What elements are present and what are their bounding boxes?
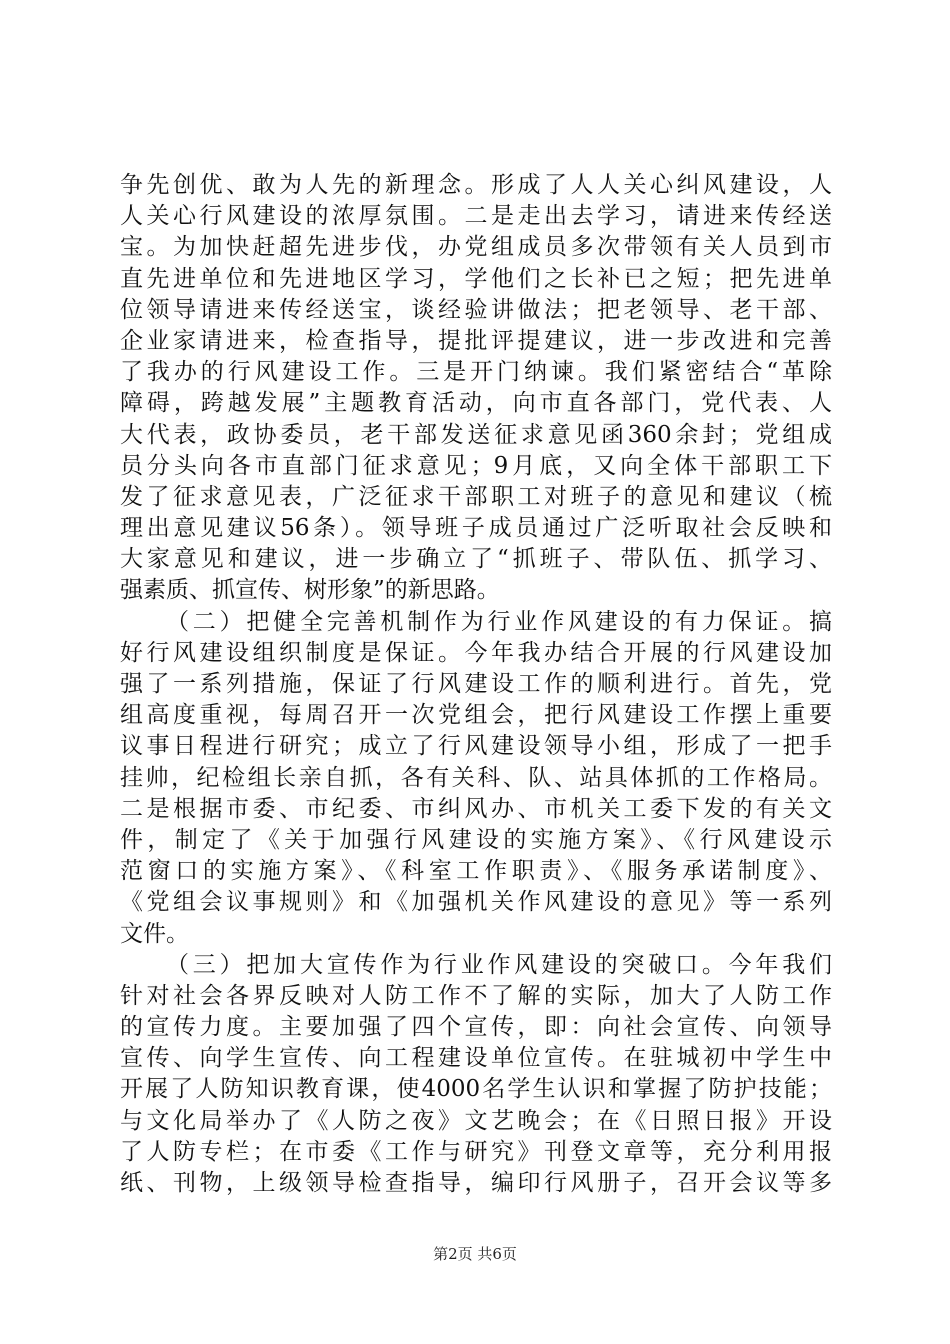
text-line: 强素质、抓宣传、树形象”的新思路。	[120, 577, 500, 604]
text-line: 《党组会议事规则》和《加强机关作风建设的意见》等一系列	[120, 889, 832, 916]
text-line: 二是根据市委、市纪委、市纠风办、市机关工委下发的有关文	[120, 795, 832, 822]
page-footer	[0, 1243, 950, 1264]
text-line: 件，制定了《关于加强行风建设的实施方案》、《行风建设示	[120, 826, 832, 853]
text-line: 发了征求意见表，广泛征求干部职工对班子的意见和建议（梳	[120, 483, 832, 510]
text-line: 开展了人防知识教育课，使4000名学生认识和掌握了防护技能；	[120, 1076, 832, 1103]
text-line: 争先创优、敢为人先的新理念。形成了人人关心纠风建设，人	[120, 172, 832, 198]
text-line: 与文化局举办了《人防之夜》文艺晚会；在《日照日报》开设	[120, 1107, 832, 1134]
text-line: 好行风建设组织制度是保证。今年我办结合开展的行风建设加	[120, 639, 832, 666]
text-line: 员分头向各市直部门征求意见；9月底，又向全体干部职工下	[120, 452, 832, 479]
text-line: 组高度重视，每周召开一次党组会，把行风建设工作摆上重要	[120, 702, 832, 729]
text-line: 针对社会各界反映对人防工作不了解的实际，加大了人防工作	[120, 982, 832, 1009]
text-line: 企业家请进来，检查指导，提批评提建议，进一步改进和完善	[120, 327, 832, 354]
text-line: 障碍，跨越发展”主题教育活动，向市直各部门，党代表、人	[120, 390, 832, 417]
page-indicator: 第2页 共6页	[433, 1245, 517, 1263]
body-text	[120, 170, 832, 1199]
text-line: 宣传、向学生宣传、向工程建设单位宣传。在驻城初中学生中	[120, 1045, 832, 1072]
text-line: （三）把加大宣传作为行业作风建设的突破口。今年我们	[166, 951, 832, 978]
text-line: 了我办的行风建设工作。三是开门纳谏。我们紧密结合“革除	[120, 359, 832, 386]
text-line: 大家意见和建议，进一步确立了“抓班子、带队伍、抓学习、	[120, 546, 832, 573]
text-line: 范窗口的实施方案》、《科室工作职责》、《服务承诺制度》、	[120, 858, 832, 885]
text-line: 位领导请进来传经送宝，谈经验讲做法；把老领导、老干部、	[120, 296, 832, 323]
text-line: 人关心行风建设的浓厚氛围。二是走出去学习，请进来传经送	[120, 203, 832, 230]
text-line: 了人防专栏；在市委《工作与研究》刊登文章等，充分利用报	[120, 1138, 832, 1165]
text-line: 的宣传力度。主要加强了四个宣传，即：向社会宣传、向领导	[120, 1014, 832, 1041]
text-line: 议事日程进行研究；成立了行风建设领导小组，形成了一把手	[120, 733, 832, 760]
text-line: 挂帅，纪检组长亲自抓，各有关科、队、站具体抓的工作格局。	[120, 764, 832, 791]
text-line: 纸、刊物，上级领导检查指导，编印行风册子，召开会议等多	[120, 1170, 832, 1196]
text-line: （二）把健全完善机制作为行业作风建设的有力保证。搞	[166, 608, 832, 635]
text-line: 宝。为加快赶超先进步伐，办党组成员多次带领有关人员到市	[120, 234, 832, 261]
text-line: 文件。	[120, 920, 189, 947]
text-line: 强了一系列措施，保证了行风建设工作的顺利进行。首先，党	[120, 671, 832, 697]
text-line: 理出意见建议56条）。领导班子成员通过广泛听取社会反映和	[120, 515, 832, 542]
text-line: 直先进单位和先进地区学习，学他们之长补已之短；把先进单	[120, 265, 832, 292]
text-line: 大代表，政协委员，老干部发送征求意见函360余封；党组成	[120, 421, 832, 448]
